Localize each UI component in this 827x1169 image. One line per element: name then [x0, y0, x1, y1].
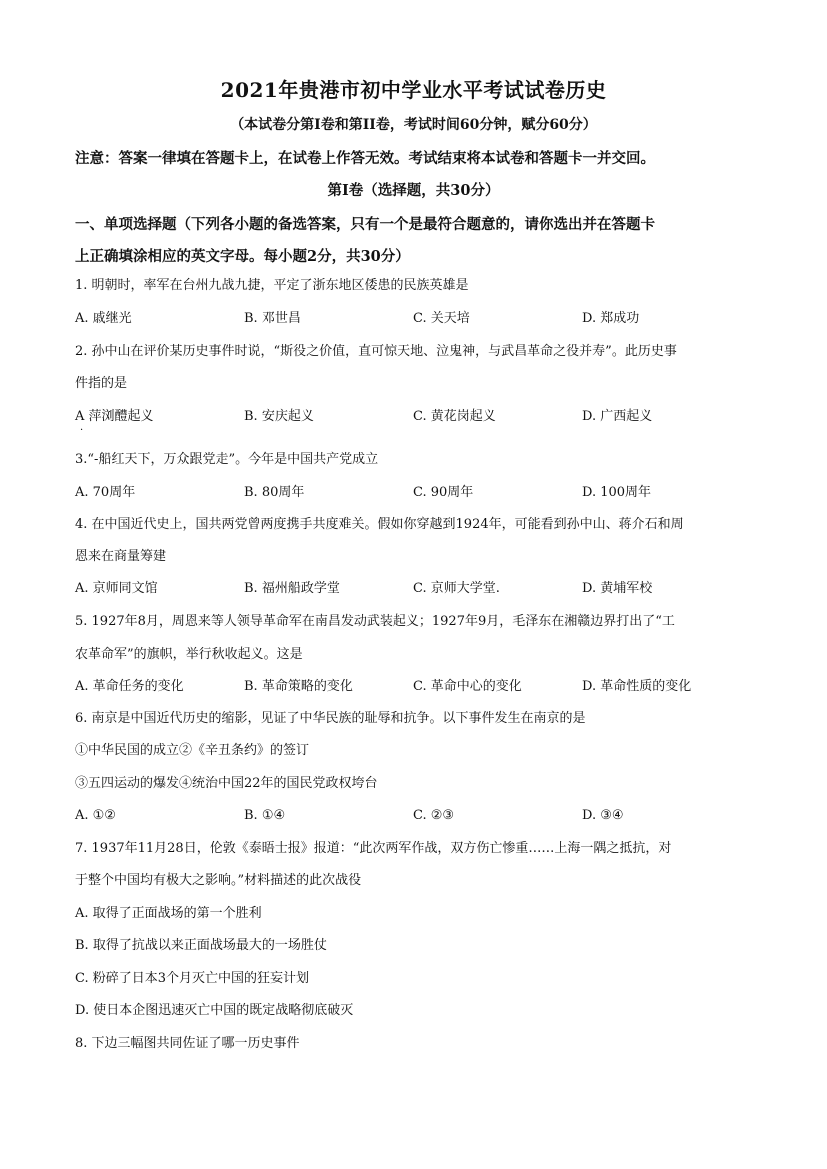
- question-6-option-d: D. ③④: [582, 808, 624, 823]
- question-6-option-c: C. ②③: [413, 808, 455, 823]
- question-7-option-a: A. 取得了正面战场的第一个胜利: [75, 906, 262, 921]
- question-7-option-b: B. 取得了抗战以来正面战场最大的一场胜仗: [75, 938, 327, 953]
- section-heading: 第Ⅰ卷（选择题，共30分）: [327, 182, 500, 199]
- question-7-stem: 7. 1937年11月28日，伦敦《泰晤士报》报道：“此次两军作战，双方伤亡惨重……上海一隅之抵抗，对: [75, 841, 672, 856]
- question-4-stem: 恩来在商量筹建: [75, 549, 167, 564]
- question-7-option-d: D. 使日本企图迅速灭亡中国的既定战略彻底破灭: [75, 1003, 354, 1018]
- question-2-option-b: B. 安庆起义: [244, 409, 314, 424]
- question-5-option-d: D. 革命性质的变化: [582, 679, 692, 694]
- question-3-option-b: B. 80周年: [244, 485, 305, 500]
- question-3-option-d: D. 100周年: [582, 485, 652, 500]
- question-1-option-c: C. 关天培: [413, 311, 470, 326]
- question-7-option-c: C. 粉碎了日本3个月灭亡中国的狂妄计划: [75, 971, 310, 986]
- question-4-option-b: B. 福州船政学堂: [244, 581, 340, 596]
- question-1-stem: 1. 明朝时，率军在台州九战九捷，平定了浙东地区倭患的民族英雄是: [75, 278, 469, 293]
- question-3-stem: 3.“-船红天下，万众跟党走”。今年是中国共产党成立: [75, 452, 379, 467]
- question-2-stem: 件指的是: [75, 376, 128, 391]
- question-4-option-d: D. 黄埔军校: [582, 581, 653, 596]
- question-2-option-c: C. 黄花岗起义: [413, 409, 496, 424]
- question-6-stem: ③五四运动的爆发④统治中国22年的国民党政权垮台: [75, 776, 378, 791]
- question-5-option-c: C. 革命中心的变化: [413, 679, 522, 694]
- question-4-option-a: A. 京师同文馆: [75, 581, 158, 596]
- question-2-option-d: D. 广西起义: [582, 409, 653, 424]
- exam-title: 2021年贵港市初中学业水平考试试卷历史: [220, 78, 607, 102]
- exam-subtitle: （本试卷分第Ⅰ卷和第II卷，考试时间60分钟，赋分60分）: [230, 117, 597, 133]
- stray-dot: ·: [80, 425, 84, 436]
- question-1-option-d: D. 郑成功: [582, 311, 640, 326]
- question-2-stem: 2. 孙中山在评价某历史事件时说，“斯役之价值，直可惊天地、泣鬼神，与武昌革命之役并寿”。此历史事: [75, 344, 677, 359]
- question-2-option-a: A 萍浏醴起义: [75, 409, 154, 424]
- question-4-option-c: C. 京师大学堂.: [413, 581, 500, 596]
- question-8-stem: 8. 下边三幅图共同佐证了哪一历史事件: [75, 1036, 300, 1051]
- question-6-option-b: B. ①④: [244, 808, 286, 823]
- question-6-stem: 6. 南京是中国近代历史的缩影，见证了中华民族的耻辱和抗争。以下事件发生在南京的是: [75, 711, 586, 726]
- question-6-option-a: A. ①②: [75, 808, 116, 823]
- exam-notice: 注意：答案一律填在答题卡上，在试卷上作答无效。考试结束将本试卷和答题卡一并交回。: [75, 150, 655, 167]
- question-5-stem: 农革命军”的旗帜，举行秋收起义。这是: [75, 647, 303, 662]
- question-5-option-b: B. 革命策略的变化: [244, 679, 353, 694]
- question-1-option-b: B. 邓世昌: [244, 311, 301, 326]
- instruction-line: 上正确填涂相应的英文字母。每小题2分，共30分）: [75, 248, 410, 265]
- question-6-stem: ①中华民国的成立②《辛丑条约》的签订: [75, 743, 310, 758]
- question-3-option-c: C. 90周年: [413, 485, 474, 500]
- question-1-option-a: A. 戚继光: [75, 311, 132, 326]
- question-5-stem: 5. 1927年8月，周恩来等人领导革命军在南昌发动武装起义；1927年9月，毛泽东在湘赣边界打出了“工: [75, 614, 675, 629]
- question-7-stem: 于整个中国均有极大之影响。”材料描述的此次战役: [75, 873, 362, 888]
- question-3-option-a: A. 70周年: [75, 485, 136, 500]
- question-5-option-a: A. 革命任务的变化: [75, 679, 184, 694]
- instruction-line: 一、单项选择题（下列各小题的备选答案，只有一个是最符合题意的，请你选出并在答题卡: [75, 216, 655, 233]
- question-4-stem: 4. 在中国近代史上，国共两党曾两度携手共度难关。假如你穿越到1924年，可能看到孙中山、蒋介石和周: [75, 517, 684, 532]
